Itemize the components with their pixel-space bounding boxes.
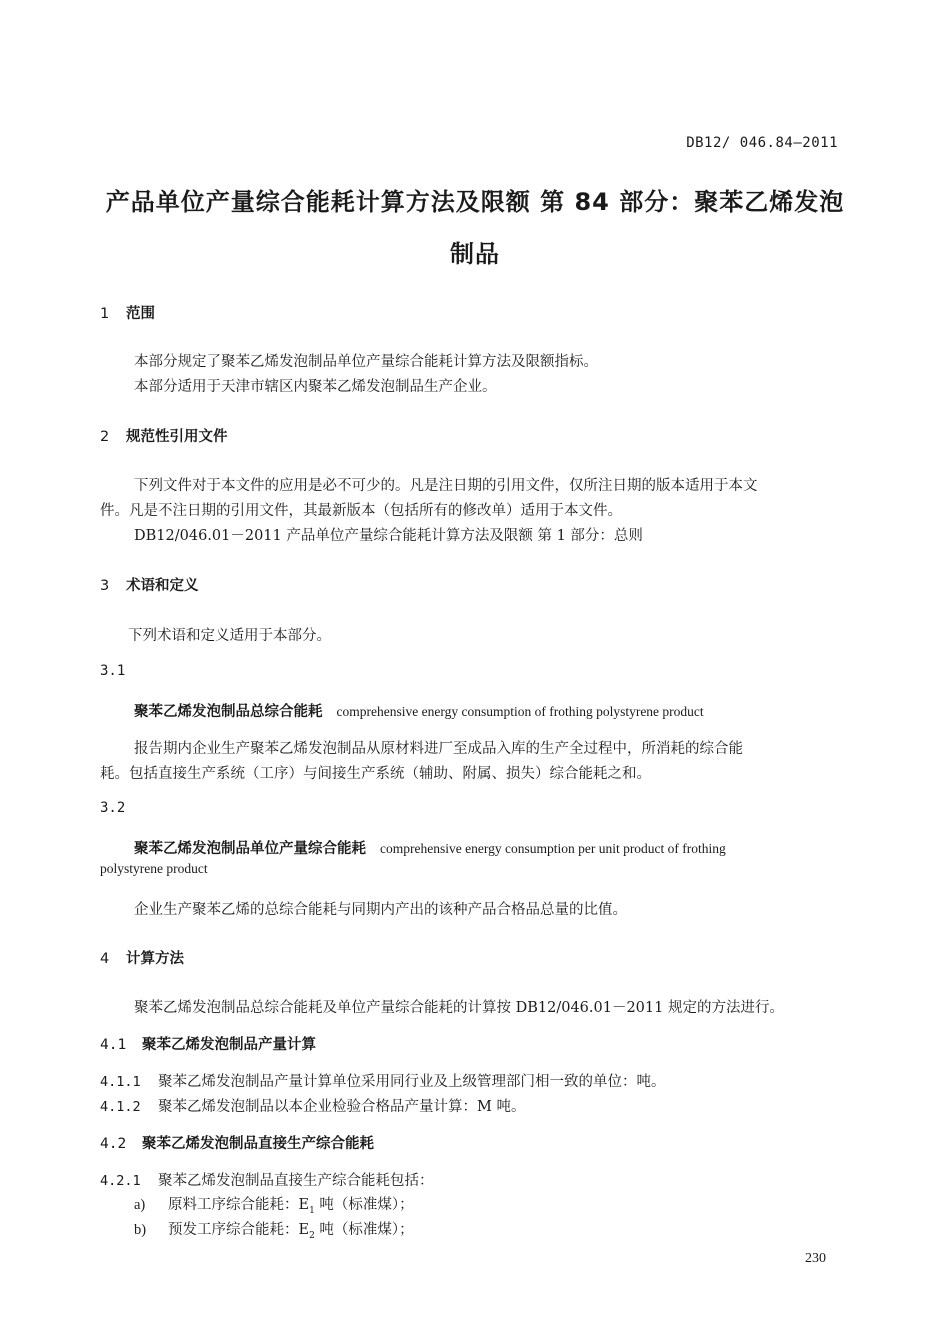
section-number: 1: [100, 306, 110, 322]
term-english: comprehensive energy consumption per unit product of frothing: [380, 841, 726, 856]
normative-reference: DB12/046.01－2011 产品单位产量综合能耗计算方法及限额 第 1 部分：总则: [134, 528, 643, 544]
list-item-unit: 吨（标准煤）；: [314, 1197, 414, 1213]
section-number: 3: [100, 578, 110, 594]
clause-text: 聚苯乙烯发泡制品以本企业检验合格品产量计算：M 吨。: [158, 1099, 526, 1115]
term-definition: 报告期内企业生产聚苯乙烯发泡制品从原材料进厂至成品入库的生产全过程中，所消耗的综合能: [134, 741, 743, 757]
section-3-heading: [100, 574, 199, 595]
subsection-number: 4.1: [100, 1037, 127, 1053]
term-number: 3.2: [100, 800, 126, 816]
list-item: [134, 1218, 414, 1241]
list-item-label: b): [134, 1222, 147, 1238]
list-item-label: a): [134, 1197, 146, 1213]
term-english: comprehensive energy consumption of frothing polystyrene product: [336, 704, 704, 719]
section-title: 规范性引用文件: [126, 429, 228, 445]
clause-number: 4.1.2: [100, 1099, 141, 1115]
subsection-4-1-heading: [100, 1033, 316, 1054]
clause-number: 4.2.1: [100, 1173, 141, 1189]
subsection-number: 4.2: [100, 1136, 127, 1152]
paragraph: 聚苯乙烯发泡制品总综合能耗及单位产量综合能耗的计算按 DB12/046.01－2011 规定的方法进行。: [134, 1000, 784, 1016]
list-item-text: 预发工序综合能耗：E: [168, 1222, 310, 1238]
clause-text: 聚苯乙烯发泡制品直接生产综合能耗包括：: [158, 1173, 434, 1189]
term-english-continued: polystyrene product: [100, 861, 208, 876]
term-entry: [134, 700, 704, 721]
term-entry: [134, 837, 726, 858]
list-item-unit: 吨（标准煤）；: [314, 1222, 414, 1238]
clause-number: 4.1.1: [100, 1074, 141, 1090]
document-title-line-1: 产品单位产量综合能耗计算方法及限额 第 84 部分：聚苯乙烯发泡: [105, 188, 845, 216]
section-title: 范围: [126, 306, 155, 322]
section-title: 术语和定义: [126, 578, 199, 594]
clause-text: 聚苯乙烯发泡制品产量计算单位采用同行业及上级管理部门相一致的单位：吨。: [158, 1074, 666, 1090]
paragraph: 本部分规定了聚苯乙烯发泡制品单位产量综合能耗计算方法及限额指标。: [134, 354, 598, 370]
paragraph: 下列文件对于本文件的应用是必不可少的。凡是注日期的引用文件，仅所注日期的版本适用于本文: [134, 478, 758, 494]
subscript: 2: [309, 1230, 315, 1241]
term-number: 3.1: [100, 663, 126, 679]
list-item: [134, 1193, 414, 1216]
page-number: 230: [805, 1251, 826, 1266]
section-4-heading: [100, 947, 184, 968]
paragraph: 件。凡是不注日期的引用文件，其最新版本（包括所有的修改单）适用于本文件。: [100, 503, 622, 519]
term-chinese: 聚苯乙烯发泡制品单位产量综合能耗: [134, 841, 366, 857]
section-number: 4: [100, 951, 110, 967]
section-title: 计算方法: [126, 951, 184, 967]
term-definition: 耗。包括直接生产系统（工序）与间接生产系统（辅助、附属、损失）综合能耗之和。: [100, 766, 651, 782]
subsection-title: 聚苯乙烯发泡制品直接生产综合能耗: [142, 1136, 374, 1152]
section-1-heading: [100, 302, 155, 323]
clause-4-2-1: [100, 1169, 434, 1190]
term-definition: 企业生产聚苯乙烯的总综合能耗与同期内产出的该种产品合格品总量的比值。: [134, 902, 627, 918]
standard-code: DB12/ 046.84—2011: [686, 135, 838, 151]
clause-4-1-2: [100, 1095, 525, 1116]
clause-4-1-1: [100, 1070, 666, 1091]
paragraph: 下列术语和定义适用于本部分。: [128, 628, 331, 644]
section-2-heading: [100, 425, 228, 446]
subsection-4-2-heading: [100, 1132, 374, 1153]
list-item-text: 原料工序综合能耗：E: [168, 1197, 310, 1213]
term-chinese: 聚苯乙烯发泡制品总综合能耗: [134, 704, 323, 720]
subscript: 1: [309, 1205, 315, 1216]
paragraph: 本部分适用于天津市辖区内聚苯乙烯发泡制品生产企业。: [134, 379, 497, 395]
subsection-title: 聚苯乙烯发泡制品产量计算: [142, 1037, 316, 1053]
section-number: 2: [100, 429, 110, 445]
document-title-line-2: 制品: [450, 240, 500, 268]
